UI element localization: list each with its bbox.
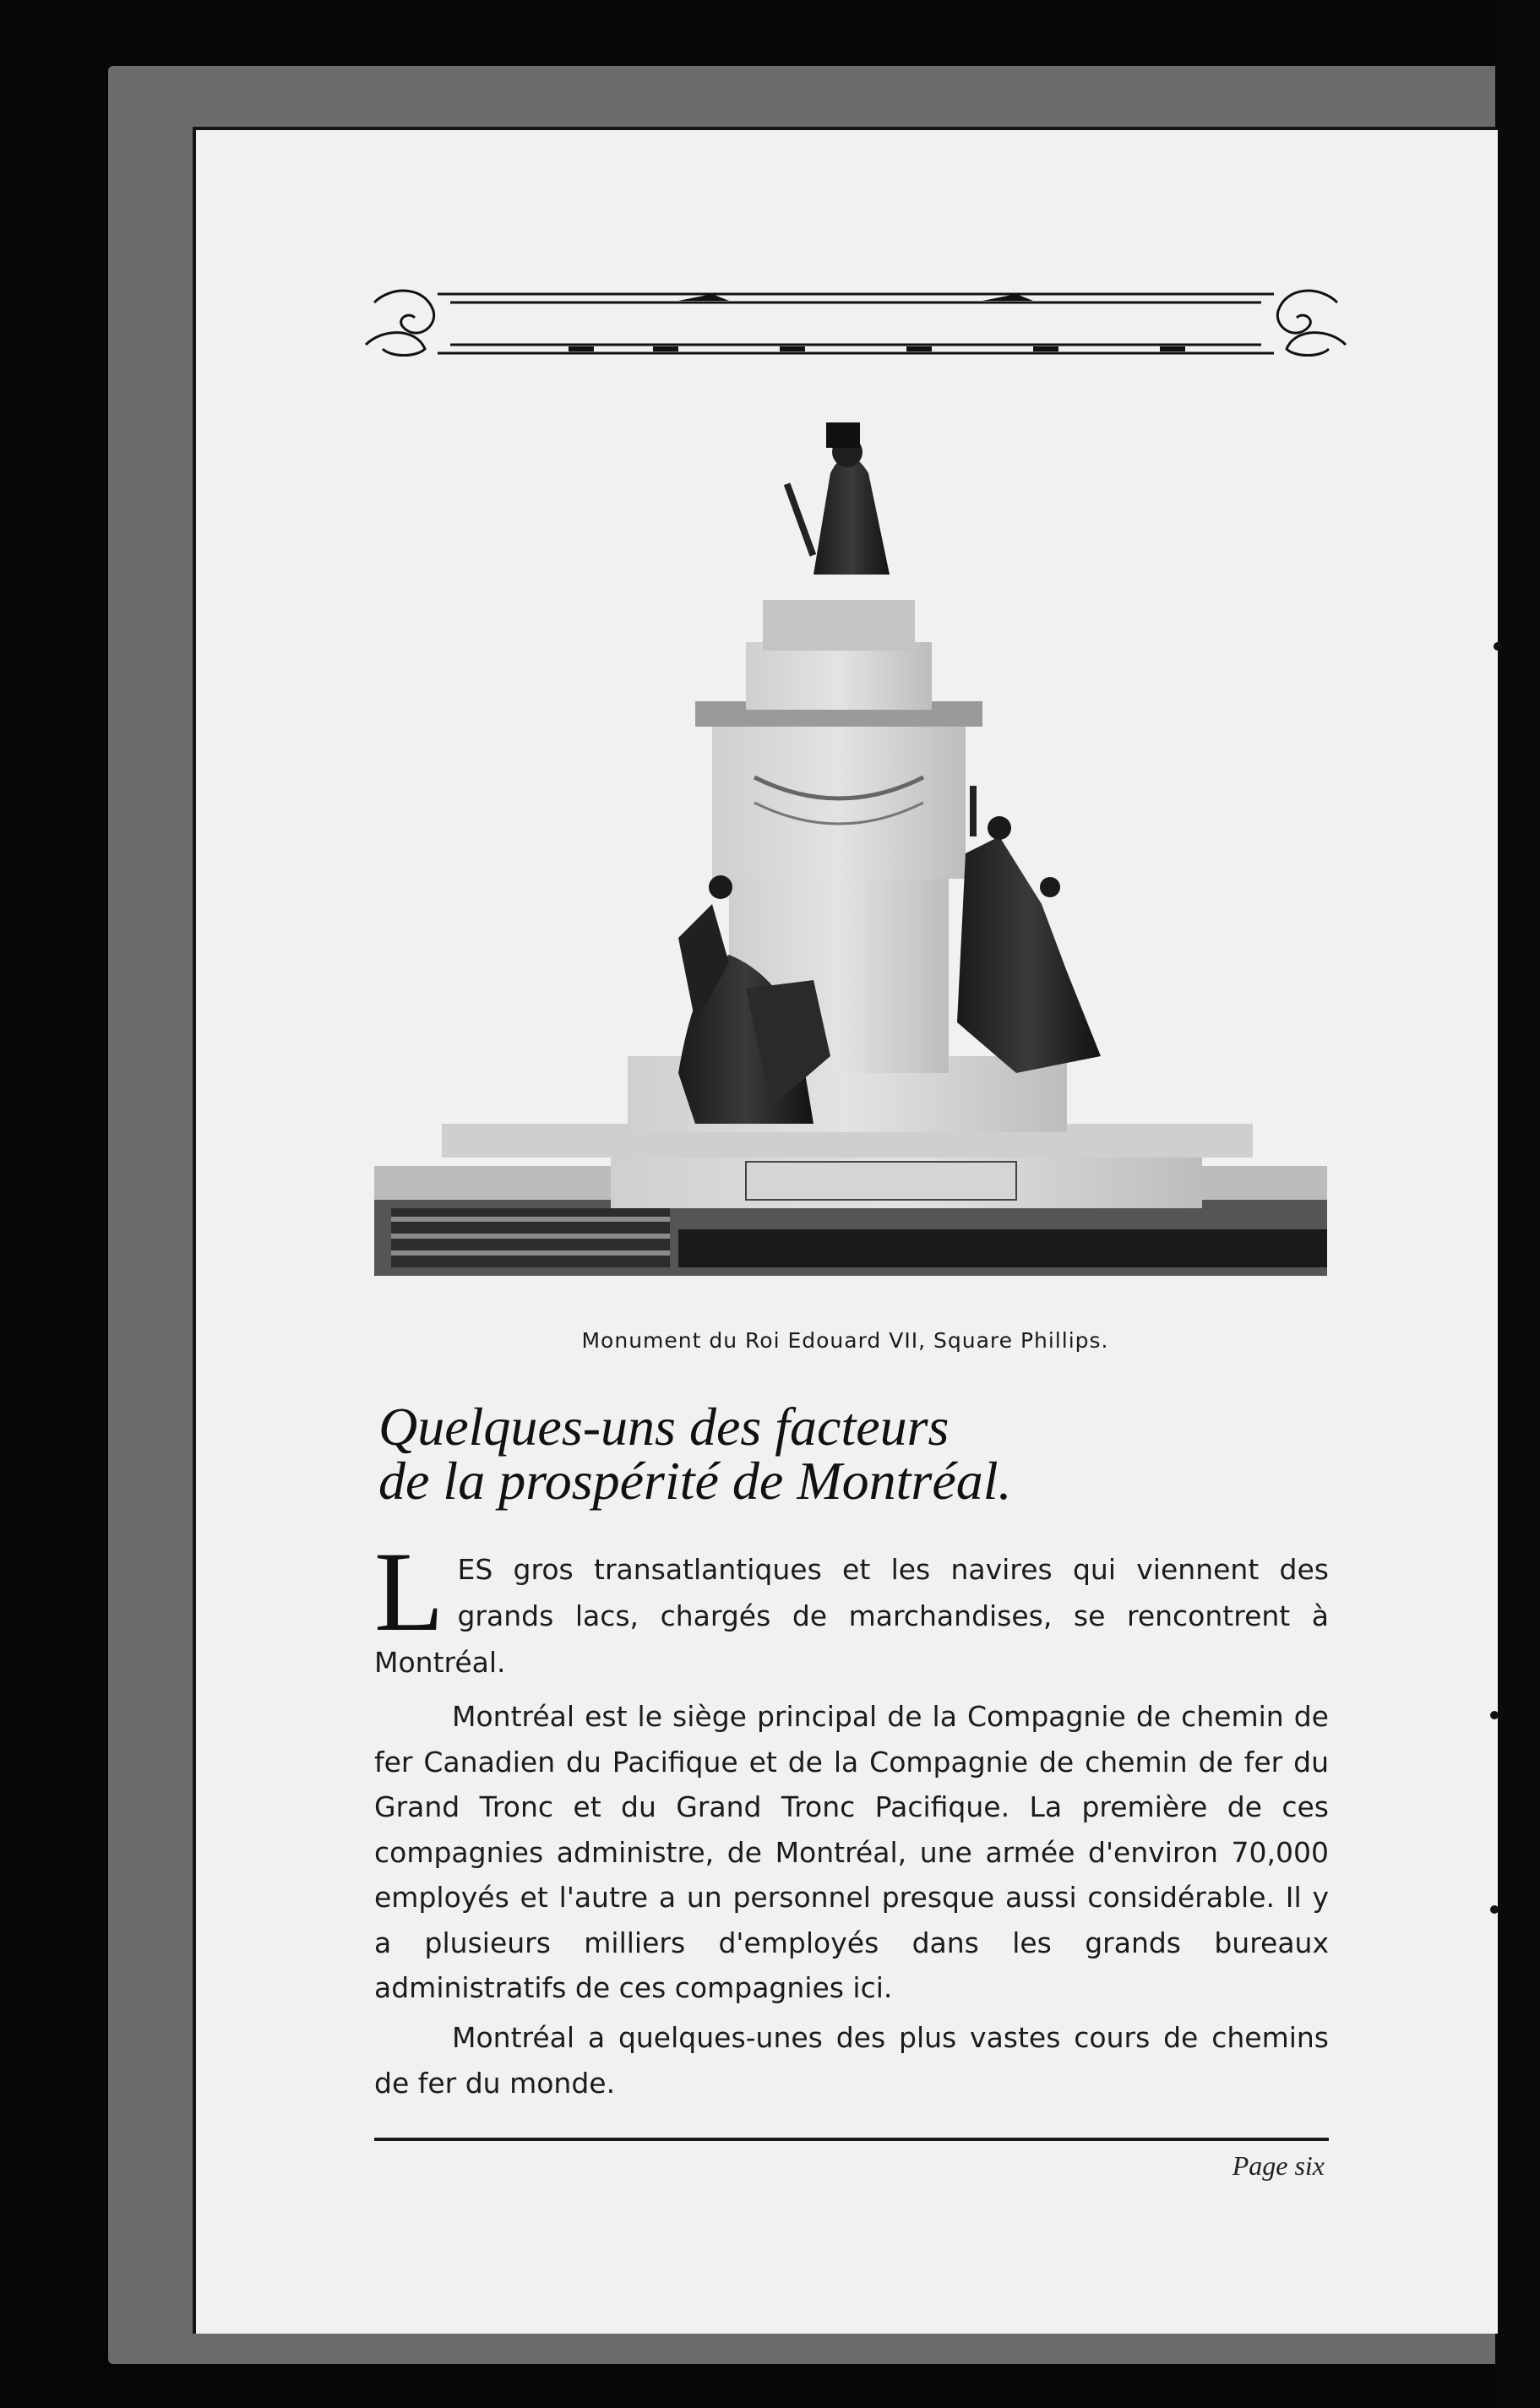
photo-caption: Monument du Roi Edouard VII, Square Phillips. [581,1328,1109,1353]
paragraph-3: Montréal a quelques-unes des plus vastes cours de chemins de fer du monde. [374,2021,1329,2100]
paragraph-2: Montréal est le siège principal de la Compagnie de chemin de fer Canadien du Pacifique et de la Compagnie de chemin de fer du Grand Tronc et du Grand Tronc Pacifique. La première de ces compagnies administre, de Montréal, une armée d'environ 70,000 employés et l'autre a un personnel presque aussi considérable. Il y a plusieurs milliers d'employés dans les grands bureaux administratifs de ces compagnies ici. [374,1700,1329,2004]
paragraph-1 [374,1529,1329,1686]
page-title [378,1397,1308,1511]
paragraph-1-text: ES gros transatlantiques et les navires qui viennent des grands lacs, chargés de marchandises, se rencontrent à Montréal. [374,1553,1329,1679]
scan-speck [1490,1711,1499,1719]
monument-photo [374,380,1327,1310]
page-number: Page six [1232,2150,1325,2181]
ornamental-header-icon [357,277,1354,370]
scan-edge [1495,0,1540,2408]
scan-speck [1494,642,1502,651]
scan-speck [1490,1905,1499,1914]
drop-cap: L [374,1529,444,1655]
page-title-line-1: Quelques-uns des facteurs [378,1397,950,1457]
document-page [193,127,1498,2334]
page-title-line-2: de la prospérité de Montréal. [378,1451,1012,1511]
footer-rule [374,2138,1329,2141]
